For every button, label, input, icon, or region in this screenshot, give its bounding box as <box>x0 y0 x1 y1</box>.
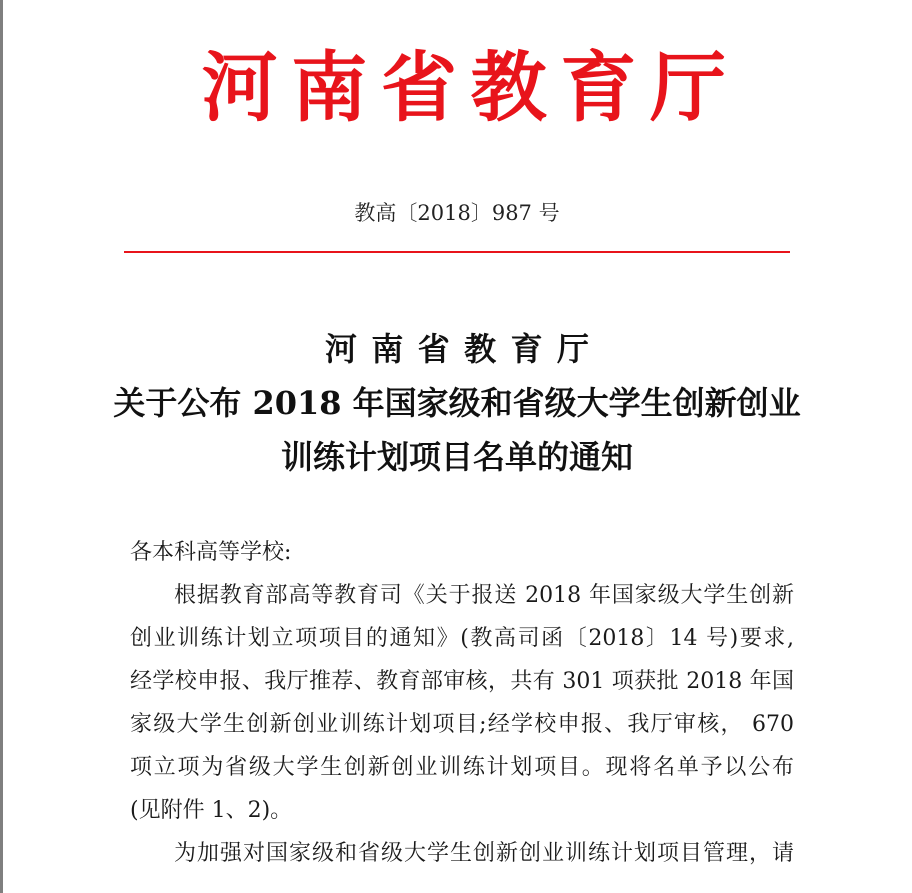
paragraph-1-line-4: 家级大学生创新创业训练计划项目;经学校申报、我厅审核， 670 <box>130 712 794 737</box>
notice-title-line-2: 关于公布 2018 年国家级和省级大学生创新创业 <box>113 384 801 422</box>
paragraph-2-line-1: 为加强对国家级和省级大学生创新创业训练计划项目管理，请 <box>174 841 794 866</box>
paragraph-1-line-2: 创业训练计划立项项目的通知》(教高司函〔2018〕14 号)要求, <box>130 626 794 651</box>
letterhead-divider <box>124 251 790 253</box>
salutation: 各本科高等学校: <box>130 540 292 565</box>
paragraph-1-line-1: 根据教育部高等教育司《关于报送 2018 年国家级大学生创新 <box>174 583 794 608</box>
notice-title <box>80 322 834 484</box>
notice-body <box>130 531 794 875</box>
letterhead-title: 河南省教育厅 <box>201 43 740 132</box>
paragraph-1-line-3: 经学校申报、我厅推荐、教育部审核，共有 301 项获批 2018 年国 <box>130 669 794 694</box>
page-left-border <box>0 0 3 893</box>
paragraph-1-line-6: (见附件 1、2)。 <box>130 798 293 823</box>
paragraph-1-line-5: 项立项为省级大学生创新创业训练计划项目。现将名单予以公布 <box>130 755 794 780</box>
notice-title-line-3: 训练计划项目名单的通知 <box>280 438 633 476</box>
notice-title-line-1: 河南省教育厅 <box>324 330 604 368</box>
document-number: 教高〔2018〕987 号 <box>354 201 560 225</box>
